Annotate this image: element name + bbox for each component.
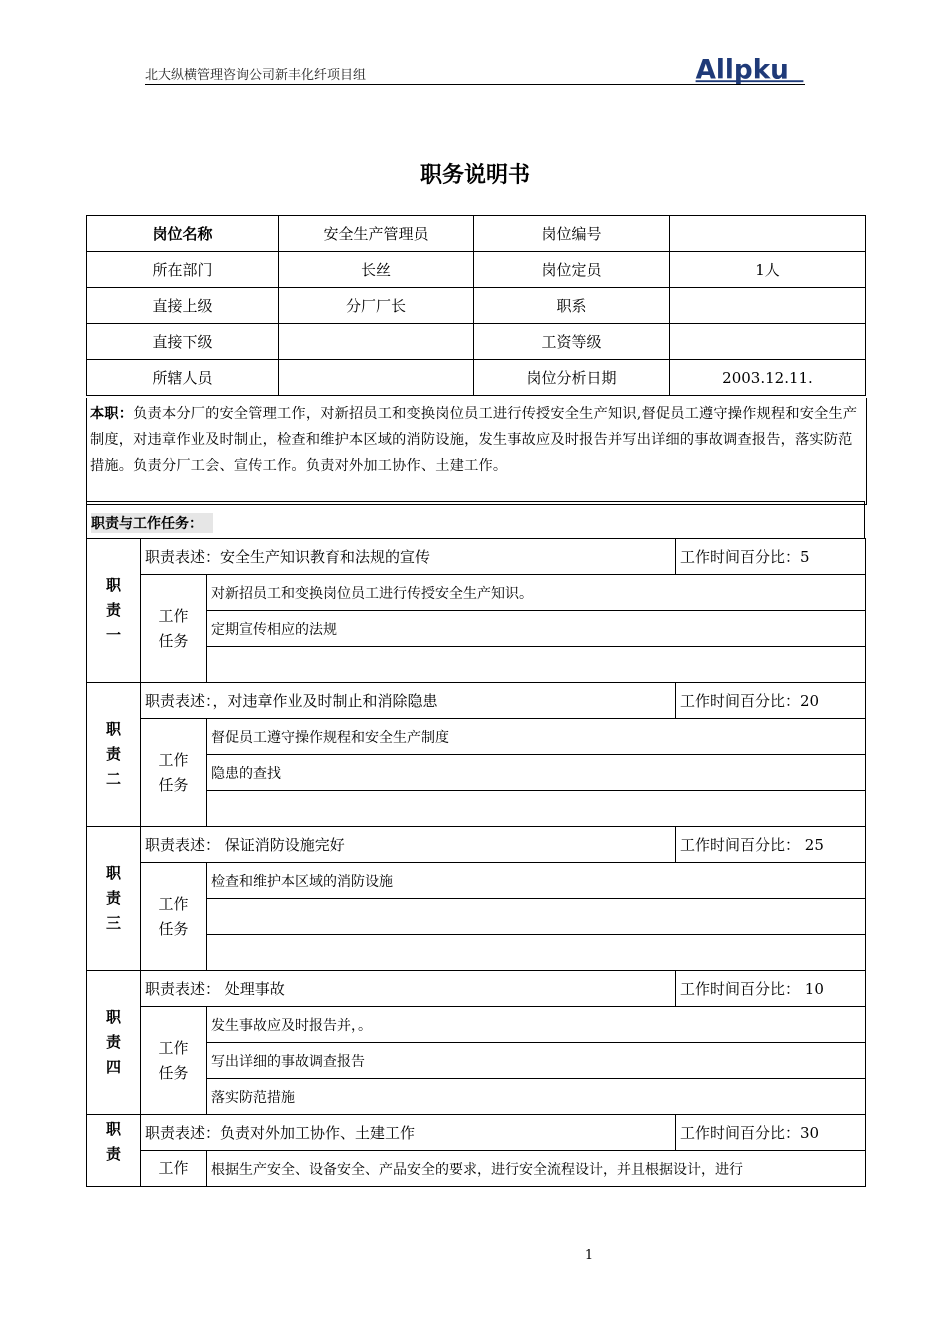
info-label-cell: 岗位定员 (474, 252, 670, 288)
info-row (87, 288, 866, 324)
duty-description: 职责表述：，对违章作业及时制止和消除隐患 (141, 683, 676, 719)
info-value-cell: 2003.12.11. (670, 360, 866, 396)
task-row (87, 575, 866, 611)
task-text: 检查和维护本区域的消防设施 (207, 863, 866, 899)
duty-description: 职责表述： 处理事故 (141, 971, 676, 1007)
responsibilities-heading-row (86, 501, 865, 538)
duty-desc-row (87, 1115, 866, 1151)
task-text (207, 791, 866, 827)
duty-time-percent: 工作时间百分比：20 (676, 683, 866, 719)
info-row (87, 324, 866, 360)
header-org-name: 北大纵横管理咨询公司新丰化纤项目组 (145, 68, 367, 83)
info-label-cell: 直接下级 (87, 324, 279, 360)
duty-label: 职 责 二 (87, 683, 141, 827)
task-text: 根据生产安全、设备安全、产品安全的要求，进行安全流程设计，并且根据设计，进行 (207, 1151, 866, 1187)
duty-label: 职 责 (87, 1115, 141, 1187)
info-value-cell: 1人 (670, 252, 866, 288)
main-duty-text: 负责本分厂的安全管理工作，对新招员工和变换岗位员工进行传授安全生产知识,督促员工遵守操作规程和安全生产制度，对违章作业及时制止，检查和维护本区域的消防设施，发生事故应及时报告并写出详细的事故调查报告，落实防范措施。负责分厂工会、宣传工作。负责对外加工协作、土建工作。 (90, 406, 858, 474)
duty-label: 职 责 三 (87, 827, 141, 971)
header-divider (145, 84, 805, 85)
info-value-cell: 长丝 (279, 252, 474, 288)
duty-label: 职 责 四 (87, 971, 141, 1115)
info-value-cell: 分厂厂长 (279, 288, 474, 324)
responsibilities-table (86, 538, 866, 1187)
duty-time-percent: 工作时间百分比： 25 (676, 827, 866, 863)
info-label-cell: 工资等级 (474, 324, 670, 360)
duty-desc-row (87, 971, 866, 1007)
task-text: 发生事故应及时报告并，。 (207, 1007, 866, 1043)
info-value-cell: 安全生产管理员 (279, 216, 474, 252)
info-row (87, 216, 866, 252)
info-label-cell: 岗位分析日期 (474, 360, 670, 396)
info-value-cell (670, 324, 866, 360)
page-number: 1 (584, 1248, 594, 1263)
task-text: 写出详细的事故调查报告 (207, 1043, 866, 1079)
duty-time-percent: 工作时间百分比： 10 (676, 971, 866, 1007)
task-text: 对新招员工和变换岗位员工进行传授安全生产知识。 (207, 575, 866, 611)
info-value-cell (670, 216, 866, 252)
allpku-logo (692, 54, 807, 84)
info-label-cell: 直接上级 (87, 288, 279, 324)
info-row (87, 360, 866, 396)
position-info-table (86, 215, 866, 396)
task-text (207, 647, 866, 683)
task-row (87, 863, 866, 899)
task-label: 工作 任务 (141, 575, 207, 683)
task-text: 隐患的查找 (207, 755, 866, 791)
task-row (87, 1007, 866, 1043)
duty-label: 职 责 一 (87, 539, 141, 683)
task-text: 定期宣传相应的法规 (207, 611, 866, 647)
task-label: 工作 任务 (141, 863, 207, 971)
info-row (87, 252, 866, 288)
duty-desc-row (87, 539, 866, 575)
info-label-cell: 所在部门 (87, 252, 279, 288)
page-title: 职务说明书 (419, 163, 530, 188)
task-label: 工作 (141, 1151, 207, 1187)
main-duty-box (86, 398, 867, 505)
task-text: 督促员工遵守操作规程和安全生产制度 (207, 719, 866, 755)
duty-description: 职责表述： 保证消防设施完好 (141, 827, 676, 863)
duty-desc-row (87, 683, 866, 719)
task-label: 工作 任务 (141, 1007, 207, 1115)
main-duty-label: 本职： (90, 406, 134, 422)
task-row (87, 1151, 866, 1187)
info-value-cell (279, 360, 474, 396)
task-text: 落实防范措施 (207, 1079, 866, 1115)
duty-description: 职责表述：安全生产知识教育和法规的宣传 (141, 539, 676, 575)
duty-description: 职责表述：负责对外加工协作、土建工作 (141, 1115, 676, 1151)
info-label-cell: 职系 (474, 288, 670, 324)
info-label-cell: 所辖人员 (87, 360, 279, 396)
info-label-cell: 岗位编号 (474, 216, 670, 252)
task-text (207, 899, 866, 935)
logo-text: Allpku (695, 55, 789, 84)
task-text (207, 935, 866, 971)
duty-time-percent: 工作时间百分比：30 (676, 1115, 866, 1151)
duty-desc-row (87, 827, 866, 863)
info-value-cell (670, 288, 866, 324)
task-row (87, 719, 866, 755)
task-label: 工作 任务 (141, 719, 207, 827)
info-value-cell (279, 324, 474, 360)
duty-time-percent: 工作时间百分比：5 (676, 539, 866, 575)
info-label-cell: 岗位名称 (87, 216, 279, 252)
responsibilities-heading: 职责与工作任务： (91, 513, 213, 533)
